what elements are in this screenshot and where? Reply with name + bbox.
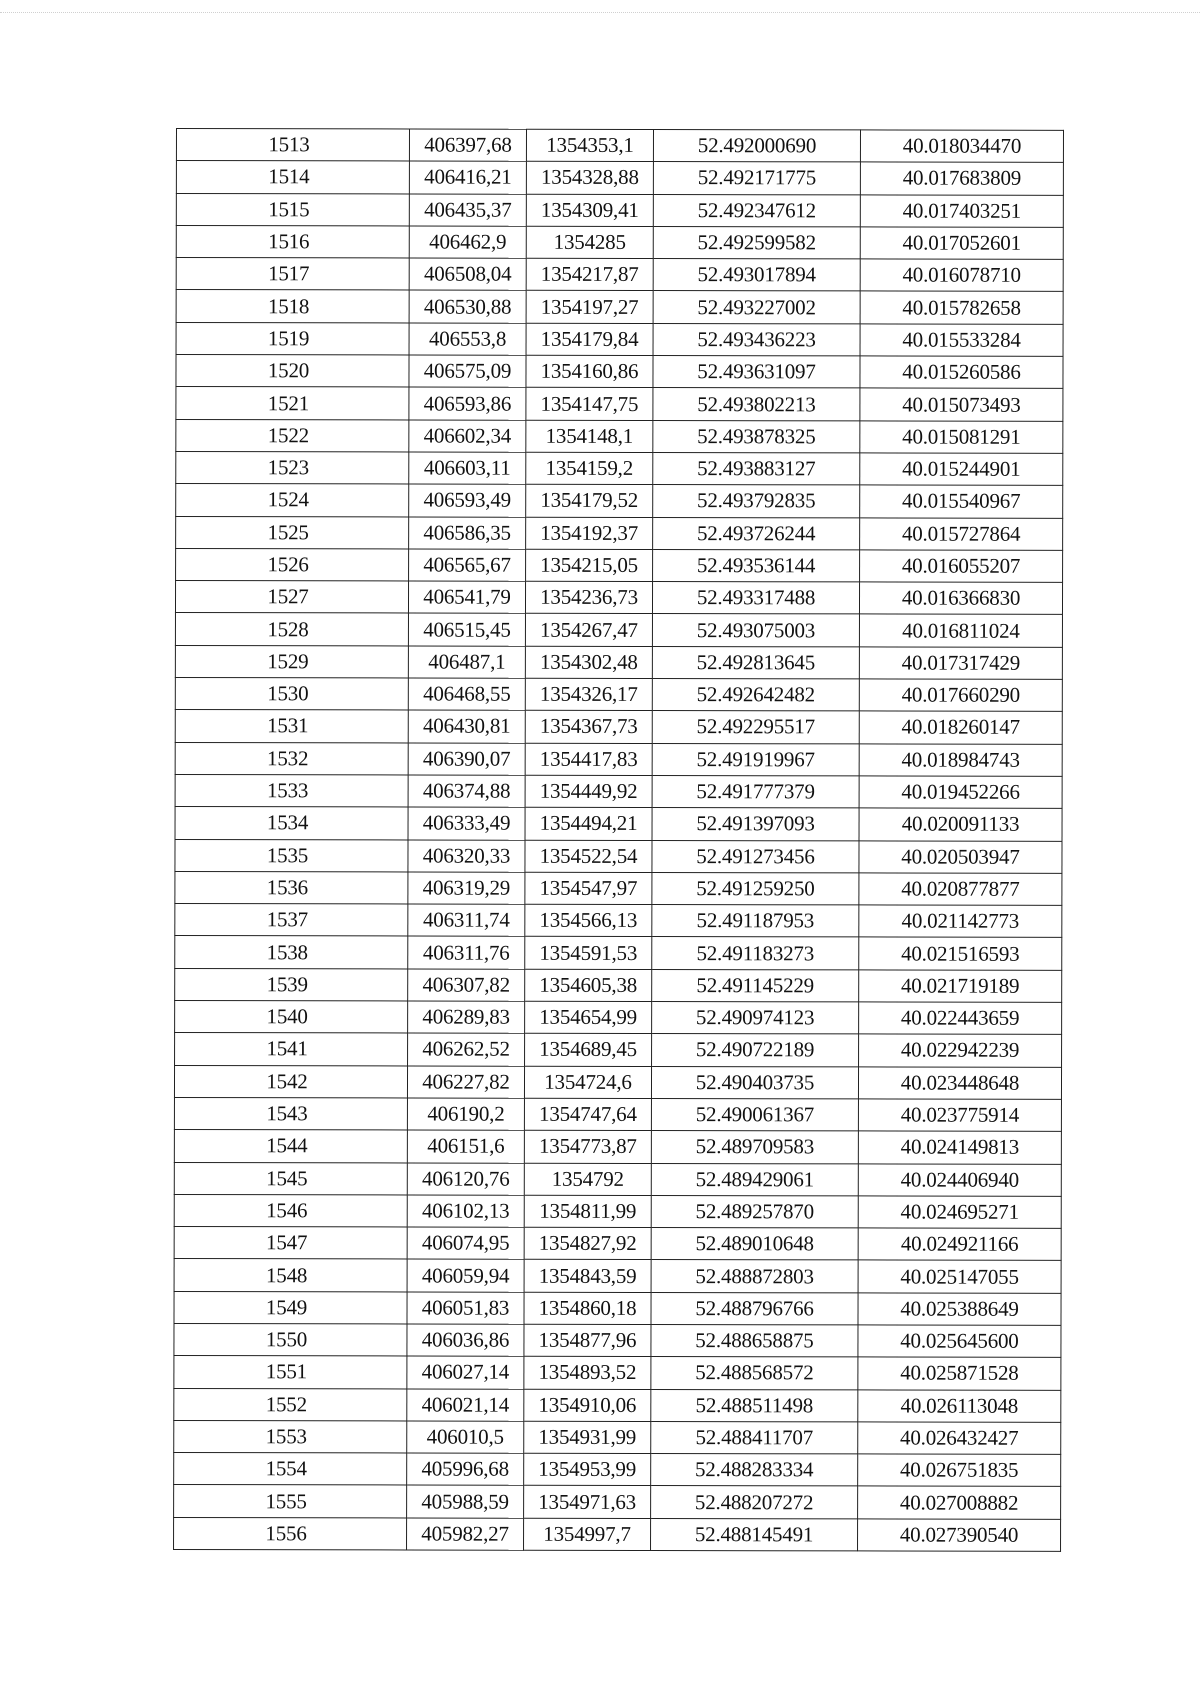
x-coordinate-cell: 406435,37 [409,194,526,227]
longitude-cell: 40.015073493 [860,388,1063,421]
y-coordinate-cell: 1354267,47 [525,614,652,647]
point-number-cell: 1550 [174,1323,407,1356]
x-coordinate-cell: 406333,49 [408,807,525,840]
y-coordinate-cell: 1354302,48 [525,646,652,679]
y-coordinate-cell: 1354931,99 [524,1421,651,1454]
latitude-cell: 52.493075003 [652,614,859,647]
longitude-cell: 40.023448648 [858,1067,1061,1100]
longitude-cell: 40.015244901 [860,453,1063,486]
table-row [175,1033,1062,1067]
latitude-cell: 52.490403735 [651,1066,858,1099]
table-row [175,871,1062,905]
longitude-cell: 40.016366830 [859,582,1062,615]
x-coordinate-cell: 406508,04 [409,258,526,291]
latitude-cell: 52.491777379 [652,775,859,808]
point-number-cell: 1534 [175,807,408,840]
longitude-cell: 40.020091133 [859,808,1062,841]
x-coordinate-cell: 406593,49 [409,484,526,517]
table-row [176,290,1063,324]
x-coordinate-cell: 406120,76 [407,1162,524,1195]
table-row [175,839,1062,873]
table-row [176,387,1063,421]
longitude-cell: 40.017683809 [860,162,1063,195]
latitude-cell: 52.492347612 [653,194,860,227]
longitude-cell: 40.018984743 [859,744,1062,777]
point-number-cell: 1517 [176,258,409,291]
point-number-cell: 1552 [174,1388,407,1421]
x-coordinate-cell: 406602,34 [409,420,526,453]
y-coordinate-cell: 1354893,52 [524,1357,651,1390]
y-coordinate-cell: 1354792 [524,1163,651,1196]
table-row [175,968,1062,1002]
latitude-cell: 52.491397093 [652,808,859,841]
table-row [174,1162,1061,1196]
longitude-cell: 40.022443659 [859,1002,1062,1035]
longitude-cell: 40.020877877 [859,873,1062,906]
table-row [174,1356,1061,1390]
latitude-cell: 52.493631097 [653,356,860,389]
latitude-cell: 52.490061367 [651,1098,858,1131]
table-row [175,645,1062,679]
x-coordinate-cell: 406553,8 [409,323,526,356]
y-coordinate-cell: 1354724,6 [524,1066,651,1099]
y-coordinate-cell: 1354192,37 [526,517,653,550]
table-row [175,1001,1062,1035]
y-coordinate-cell: 1354236,73 [525,581,652,614]
y-coordinate-cell: 1354217,87 [526,258,653,291]
latitude-cell: 52.488283334 [651,1454,858,1487]
point-number-cell: 1523 [176,451,409,484]
x-coordinate-cell: 406515,45 [408,613,525,646]
x-coordinate-cell: 406051,83 [407,1292,524,1325]
y-coordinate-cell: 1354160,86 [526,355,653,388]
table-row [174,1130,1061,1164]
table-row [176,225,1063,259]
latitude-cell: 52.493726244 [653,517,860,550]
point-number-cell: 1542 [174,1065,407,1098]
point-number-cell: 1518 [176,290,409,323]
latitude-cell: 52.488207272 [651,1486,858,1519]
longitude-cell: 40.017660290 [859,679,1062,712]
table-row [174,1388,1061,1422]
point-number-cell: 1544 [174,1130,407,1163]
latitude-cell: 52.491259250 [652,872,859,905]
point-number-cell: 1556 [174,1517,407,1550]
y-coordinate-cell: 1354197,27 [526,291,653,324]
table-row [175,742,1062,776]
y-coordinate-cell: 1354367,73 [525,711,652,744]
y-coordinate-cell: 1354494,21 [525,807,652,840]
longitude-cell: 40.018034470 [860,130,1063,163]
point-number-cell: 1548 [174,1259,407,1292]
point-number-cell: 1541 [175,1033,408,1066]
y-coordinate-cell: 1354910,06 [524,1389,651,1422]
y-coordinate-cell: 1354971,63 [524,1486,651,1519]
y-coordinate-cell: 1354179,84 [526,323,653,356]
table-row [174,1065,1061,1099]
x-coordinate-cell: 406530,88 [409,290,526,323]
longitude-cell: 40.015540967 [860,485,1063,518]
y-coordinate-cell: 1354773,87 [524,1130,651,1163]
x-coordinate-cell: 406074,95 [407,1227,524,1260]
point-number-cell: 1549 [174,1291,407,1324]
point-number-cell: 1530 [175,678,408,711]
latitude-cell: 52.493802213 [653,388,860,421]
x-coordinate-cell: 406311,74 [408,904,525,937]
latitude-cell: 52.489709583 [651,1131,858,1164]
point-number-cell: 1555 [174,1485,407,1518]
latitude-cell: 52.488658875 [651,1324,858,1357]
x-coordinate-cell: 406262,52 [408,1033,525,1066]
y-coordinate-cell: 1354285 [526,226,653,259]
point-number-cell: 1531 [175,710,408,743]
y-coordinate-cell: 1354215,05 [526,549,653,582]
table-row [176,322,1063,356]
latitude-cell: 52.492599582 [653,226,860,259]
longitude-cell: 40.024149813 [858,1131,1061,1164]
x-coordinate-cell: 406603,11 [409,452,526,485]
latitude-cell: 52.491919967 [652,743,859,776]
point-number-cell: 1525 [176,516,409,549]
point-number-cell: 1553 [174,1420,407,1453]
point-number-cell: 1554 [174,1453,407,1486]
table-row [174,1517,1061,1551]
latitude-cell: 52.489010648 [651,1228,858,1261]
latitude-cell: 52.488568572 [651,1357,858,1390]
longitude-cell: 40.025871528 [858,1357,1061,1390]
x-coordinate-cell: 406151,6 [407,1130,524,1163]
coordinates-table-container [173,128,1063,1552]
latitude-cell: 52.492295517 [652,711,859,744]
table-row [176,484,1063,518]
latitude-cell: 52.493436223 [653,323,860,356]
longitude-cell: 40.021719189 [859,970,1062,1003]
table-row [175,613,1062,647]
point-number-cell: 1547 [174,1227,407,1260]
y-coordinate-cell: 1354843,59 [524,1260,651,1293]
table-row [175,807,1062,841]
x-coordinate-cell: 405996,68 [407,1453,524,1486]
point-number-cell: 1524 [176,484,409,517]
latitude-cell: 52.488872803 [651,1260,858,1293]
latitude-cell: 52.493878325 [653,420,860,453]
y-coordinate-cell: 1354179,52 [526,484,653,517]
table-row [176,129,1063,163]
longitude-cell: 40.018260147 [859,711,1062,744]
latitude-cell: 52.492171775 [653,162,860,195]
y-coordinate-cell: 1354605,38 [525,969,652,1002]
longitude-cell: 40.015260586 [860,356,1063,389]
point-number-cell: 1526 [176,548,409,581]
longitude-cell: 40.015727864 [860,517,1063,550]
longitude-cell: 40.025147055 [858,1260,1061,1293]
y-coordinate-cell: 1354449,92 [525,775,652,808]
y-coordinate-cell: 1354997,7 [524,1518,651,1551]
y-coordinate-cell: 1354654,99 [525,1001,652,1034]
longitude-cell: 40.027390540 [858,1519,1061,1552]
latitude-cell: 52.492642482 [652,679,859,712]
y-coordinate-cell: 1354591,53 [525,937,652,970]
y-coordinate-cell: 1354811,99 [524,1195,651,1228]
table-row [174,1097,1061,1131]
latitude-cell: 52.492813645 [652,646,859,679]
longitude-cell: 40.025388649 [858,1293,1061,1326]
x-coordinate-cell: 406416,21 [409,161,526,194]
y-coordinate-cell: 1354147,75 [526,388,653,421]
table-row [174,1259,1061,1293]
point-number-cell: 1540 [175,1001,408,1034]
longitude-cell: 40.026432427 [858,1422,1061,1455]
longitude-cell: 40.024921166 [858,1228,1061,1261]
point-number-cell: 1516 [176,225,409,258]
longitude-cell: 40.017052601 [860,227,1063,260]
point-number-cell: 1533 [175,774,408,807]
point-number-cell: 1546 [174,1194,407,1227]
y-coordinate-cell: 1354148,1 [526,420,653,453]
table-row [174,1194,1061,1228]
point-number-cell: 1532 [175,742,408,775]
coordinates-table [173,128,1064,1552]
longitude-cell: 40.019452266 [859,776,1062,809]
latitude-cell: 52.489429061 [651,1163,858,1196]
latitude-cell: 52.488511498 [651,1389,858,1422]
longitude-cell: 40.026113048 [858,1390,1061,1423]
table-row [175,904,1062,938]
x-coordinate-cell: 406059,94 [407,1259,524,1292]
latitude-cell: 52.489257870 [651,1195,858,1228]
longitude-cell: 40.024406940 [858,1163,1061,1196]
table-row [175,936,1062,970]
y-coordinate-cell: 1354953,99 [524,1453,651,1486]
x-coordinate-cell: 406430,81 [408,710,525,743]
x-coordinate-cell: 405982,27 [407,1518,524,1551]
x-coordinate-cell: 406102,13 [407,1195,524,1228]
x-coordinate-cell: 406289,83 [408,1001,525,1034]
table-row [176,548,1063,582]
latitude-cell: 52.488145491 [651,1518,858,1551]
longitude-cell: 40.015533284 [860,324,1063,357]
point-number-cell: 1514 [176,161,409,194]
table-row [174,1227,1061,1261]
point-number-cell: 1537 [175,904,408,937]
y-coordinate-cell: 1354326,17 [525,678,652,711]
x-coordinate-cell: 406227,82 [407,1066,524,1099]
point-number-cell: 1543 [174,1097,407,1130]
longitude-cell: 40.021516593 [859,937,1062,970]
x-coordinate-cell: 406027,14 [407,1356,524,1389]
x-coordinate-cell: 406397,68 [409,129,526,162]
longitude-cell: 40.020503947 [859,840,1062,873]
point-number-cell: 1536 [175,871,408,904]
x-coordinate-cell: 406586,35 [409,517,526,550]
table-row [176,193,1063,227]
table-row [176,516,1063,550]
longitude-cell: 40.016055207 [860,550,1063,583]
scan-top-edge [0,12,1200,13]
longitude-cell: 40.015081291 [860,421,1063,454]
x-coordinate-cell: 406565,67 [409,549,526,582]
longitude-cell: 40.024695271 [858,1196,1061,1229]
latitude-cell: 52.493227002 [653,291,860,324]
longitude-cell: 40.021142773 [859,905,1062,938]
point-number-cell: 1529 [175,645,408,678]
x-coordinate-cell: 406036,86 [407,1324,524,1357]
x-coordinate-cell: 406487,1 [408,646,525,679]
latitude-cell: 52.488796766 [651,1292,858,1325]
x-coordinate-cell: 406468,55 [408,678,525,711]
x-coordinate-cell: 406390,07 [408,743,525,776]
y-coordinate-cell: 1354328,88 [526,162,653,195]
table-row [176,419,1063,453]
table-row [174,1291,1061,1325]
longitude-cell: 40.027008882 [858,1486,1061,1519]
table-row [176,258,1063,292]
latitude-cell: 52.493017894 [653,259,860,292]
x-coordinate-cell: 406021,14 [407,1389,524,1422]
y-coordinate-cell: 1354877,96 [524,1324,651,1357]
latitude-cell: 52.491187953 [652,905,859,938]
x-coordinate-cell: 405988,59 [407,1485,524,1518]
table-row [175,581,1062,615]
point-number-cell: 1522 [176,419,409,452]
table-row [174,1420,1061,1454]
point-number-cell: 1527 [175,581,408,614]
latitude-cell: 52.488411707 [651,1421,858,1454]
y-coordinate-cell: 1354159,2 [526,452,653,485]
latitude-cell: 52.491145229 [652,969,859,1002]
y-coordinate-cell: 1354566,13 [525,904,652,937]
point-number-cell: 1521 [176,387,409,420]
x-coordinate-cell: 406311,76 [408,936,525,969]
point-number-cell: 1545 [174,1162,407,1195]
y-coordinate-cell: 1354689,45 [525,1034,652,1067]
x-coordinate-cell: 406190,2 [407,1098,524,1131]
latitude-cell: 52.491183273 [652,937,859,970]
longitude-cell: 40.017317429 [859,647,1062,680]
x-coordinate-cell: 406307,82 [408,969,525,1002]
longitude-cell: 40.025645600 [858,1325,1061,1358]
table-row [175,774,1062,808]
x-coordinate-cell: 406374,88 [408,775,525,808]
y-coordinate-cell: 1354309,41 [526,194,653,227]
point-number-cell: 1515 [176,193,409,226]
table-row [174,1485,1061,1519]
point-number-cell: 1513 [176,129,409,162]
x-coordinate-cell: 406593,86 [409,387,526,420]
y-coordinate-cell: 1354417,83 [525,743,652,776]
table-row [175,710,1062,744]
point-number-cell: 1528 [175,613,408,646]
longitude-cell: 40.016811024 [859,614,1062,647]
point-number-cell: 1520 [176,355,409,388]
longitude-cell: 40.026751835 [858,1454,1061,1487]
coordinates-table-body [174,129,1064,1552]
point-number-cell: 1535 [175,839,408,872]
longitude-cell: 40.017403251 [860,195,1063,228]
table-row [174,1453,1061,1487]
latitude-cell: 52.493883127 [653,452,860,485]
longitude-cell: 40.015782658 [860,291,1063,324]
latitude-cell: 52.493317488 [652,582,859,615]
table-row [175,678,1062,712]
y-coordinate-cell: 1354860,18 [524,1292,651,1325]
point-number-cell: 1551 [174,1356,407,1389]
x-coordinate-cell: 406575,09 [409,355,526,388]
y-coordinate-cell: 1354827,92 [524,1227,651,1260]
table-row [176,161,1063,195]
latitude-cell: 52.493792835 [653,485,860,518]
x-coordinate-cell: 406010,5 [407,1421,524,1454]
x-coordinate-cell: 406319,29 [408,872,525,905]
latitude-cell: 52.490722189 [652,1034,859,1067]
point-number-cell: 1539 [175,968,408,1001]
table-row [176,355,1063,389]
latitude-cell: 52.491273456 [652,840,859,873]
y-coordinate-cell: 1354747,64 [524,1098,651,1131]
y-coordinate-cell: 1354353,1 [526,129,653,162]
x-coordinate-cell: 406320,33 [408,840,525,873]
table-row [176,451,1063,485]
x-coordinate-cell: 406541,79 [408,581,525,614]
point-number-cell: 1519 [176,322,409,355]
latitude-cell: 52.492000690 [653,130,860,163]
longitude-cell: 40.016078710 [860,259,1063,292]
x-coordinate-cell: 406462,9 [409,226,526,259]
point-number-cell: 1538 [175,936,408,969]
longitude-cell: 40.023775914 [858,1099,1061,1132]
longitude-cell: 40.022942239 [859,1034,1062,1067]
y-coordinate-cell: 1354522,54 [525,840,652,873]
latitude-cell: 52.493536144 [653,549,860,582]
table-row [174,1323,1061,1357]
y-coordinate-cell: 1354547,97 [525,872,652,905]
latitude-cell: 52.490974123 [652,1002,859,1035]
